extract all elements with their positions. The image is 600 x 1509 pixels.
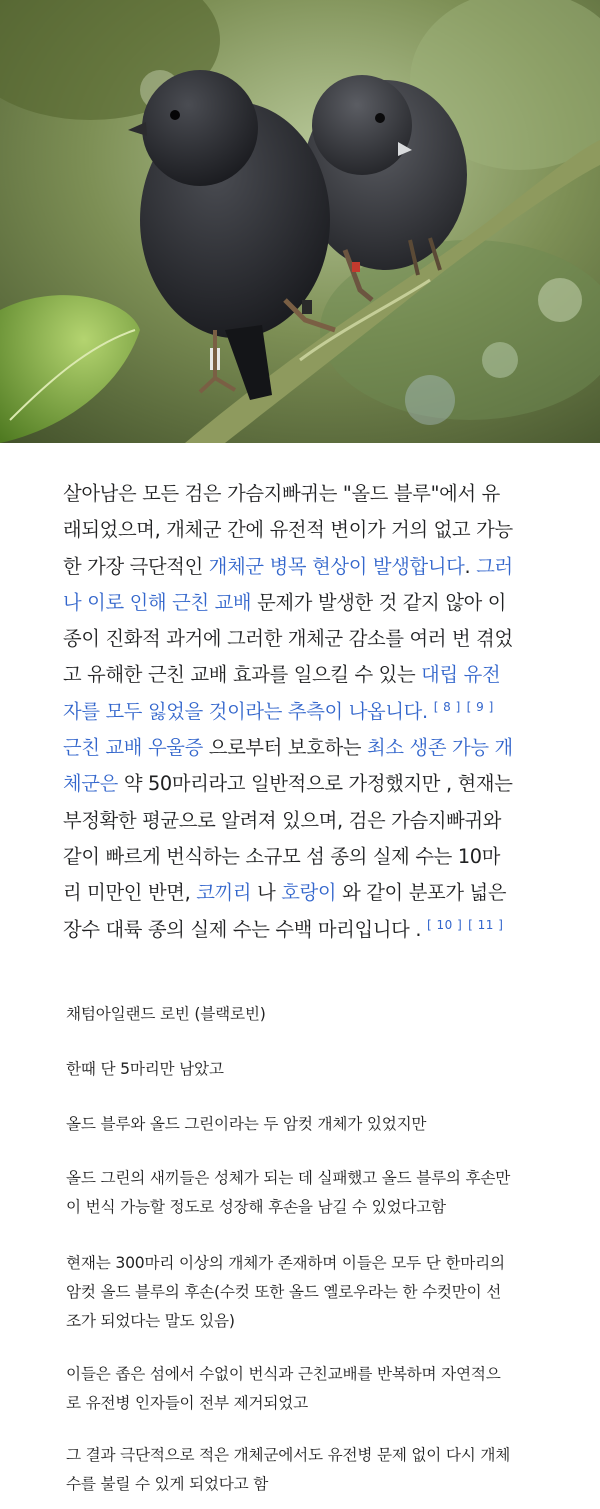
- post-paragraph-1: [66, 1000, 566, 1029]
- post-line: 로 유전병 인자들이 전부 제거되었고: [66, 1394, 308, 1412]
- post-paragraph-6: [66, 1360, 566, 1418]
- post-line: 수를 불릴 수 있게 되었다고 함: [66, 1475, 269, 1493]
- text: 종이 진화적 과거에 그러한 개체군 감소를 여러 번 겪었: [63, 627, 513, 651]
- text: 약 50마리라고 일반적으로 가정했지만 , 현재는: [117, 772, 513, 796]
- link-population-bottleneck[interactable]: 개체군 병목 현상이 발생합니다: [208, 554, 465, 578]
- post-paragraph-3: [66, 1110, 566, 1139]
- link-allele[interactable]: 대립 유전: [421, 663, 501, 687]
- text: .: [464, 554, 477, 578]
- post-line: 올드 블루와 올드 그린이라는 두 암컷 개체가 있었지만: [66, 1115, 427, 1133]
- article-line: [63, 512, 533, 548]
- article-line: [63, 730, 533, 766]
- reference-9[interactable]: [ 9 ]: [466, 699, 494, 714]
- reference-10[interactable]: [ 10 ]: [427, 917, 463, 932]
- post-paragraph-2: [66, 1055, 566, 1084]
- text: 장수 대륙 종의 실제 수는 수백 마리입니다 .: [63, 917, 427, 941]
- article-line: [63, 476, 533, 512]
- link-inbreeding-depression[interactable]: 근친 교배 우울증: [63, 736, 203, 760]
- article-line: [63, 839, 533, 875]
- text: 한 가장 극단적인: [63, 554, 209, 578]
- wiki-article-text: [63, 476, 533, 948]
- article-line: [63, 912, 533, 948]
- post-paragraph-5: [66, 1249, 566, 1336]
- link-allele-cont[interactable]: 자를 모두 잃었을 것이라는 추측이 나옵니다.: [63, 699, 428, 723]
- reference-11[interactable]: [ 11 ]: [468, 917, 504, 932]
- text: 같이 빠르게 번식하는 소규모 섬 종의 실제 수는 10마: [63, 844, 501, 868]
- reference-8[interactable]: [ 8 ]: [433, 699, 461, 714]
- article-line: [63, 766, 533, 802]
- article-line: [63, 585, 533, 621]
- text: 나: [251, 881, 282, 905]
- post-line: 현재는 300마리 이상의 개체가 존재하며 이들은 모두 단 한마리의: [66, 1254, 505, 1272]
- text: 문제가 발생한 것 같지 않아 이: [251, 590, 507, 614]
- post-line: 그 결과 극단적으로 적은 개체군에서도 유전병 문제 없이 다시 개체: [66, 1446, 511, 1464]
- text: 리 미만인 반면,: [63, 881, 197, 905]
- post-line: 채텀아일랜드 로빈 (블랙로빈): [66, 1005, 266, 1023]
- article-line: [63, 549, 533, 585]
- link-elephant[interactable]: 코끼리: [196, 881, 252, 905]
- link-inbreeding[interactable]: 나 이로 인해 근친 교배: [63, 590, 252, 614]
- post-line: 조가 되었다는 말도 있음): [66, 1312, 235, 1330]
- text: 래되었으며, 개체군 간에 유전적 변이가 거의 없고 가능: [63, 518, 513, 542]
- link-tiger[interactable]: 호랑이: [281, 881, 337, 905]
- article-line: [63, 694, 533, 730]
- black-robin-photo-icon: [0, 0, 600, 443]
- post-line: 올드 그린의 새끼들은 성체가 되는 데 실패했고 올드 블루의 후손만: [66, 1169, 511, 1187]
- text: 와 같이 분포가 넓은: [336, 881, 507, 905]
- link-sentence[interactable]: 그러: [476, 554, 513, 578]
- post-line: 이 번식 가능할 정도로 성장해 후손을 남길 수 있었다고함: [66, 1198, 446, 1216]
- post-line: 한때 단 5마리만 남았고: [66, 1060, 224, 1078]
- article-line: [63, 803, 533, 839]
- post-line: 이들은 좁은 섬에서 수없이 번식과 근친교배를 반복하며 자연적으: [66, 1365, 501, 1383]
- text: 살아남은 모든 검은 가슴지빠귀는 "올드 블루"에서 유: [63, 482, 500, 505]
- text: 고 유해한 근친 교배 효과를 일으킬 수 있는: [63, 663, 422, 687]
- post-line: 암컷 올드 블루의 후손(수컷 또한 올드 옐로우라는 한 수컷만이 선: [66, 1283, 502, 1301]
- post-paragraph-7: [66, 1441, 566, 1499]
- article-line: [63, 621, 533, 657]
- post-paragraph-4: [66, 1164, 566, 1222]
- article-line: [63, 875, 533, 911]
- bird-photo: [0, 0, 600, 443]
- article-line: [63, 657, 533, 693]
- link-minimum-viable-population-cont[interactable]: 체군은: [63, 772, 118, 796]
- text: 부정확한 평균으로 알려져 있으며, 검은 가슴지빠귀와: [63, 808, 502, 832]
- link-minimum-viable-population[interactable]: 최소 생존 가능 개: [367, 736, 513, 760]
- text: 으로부터 보호하는: [202, 736, 368, 760]
